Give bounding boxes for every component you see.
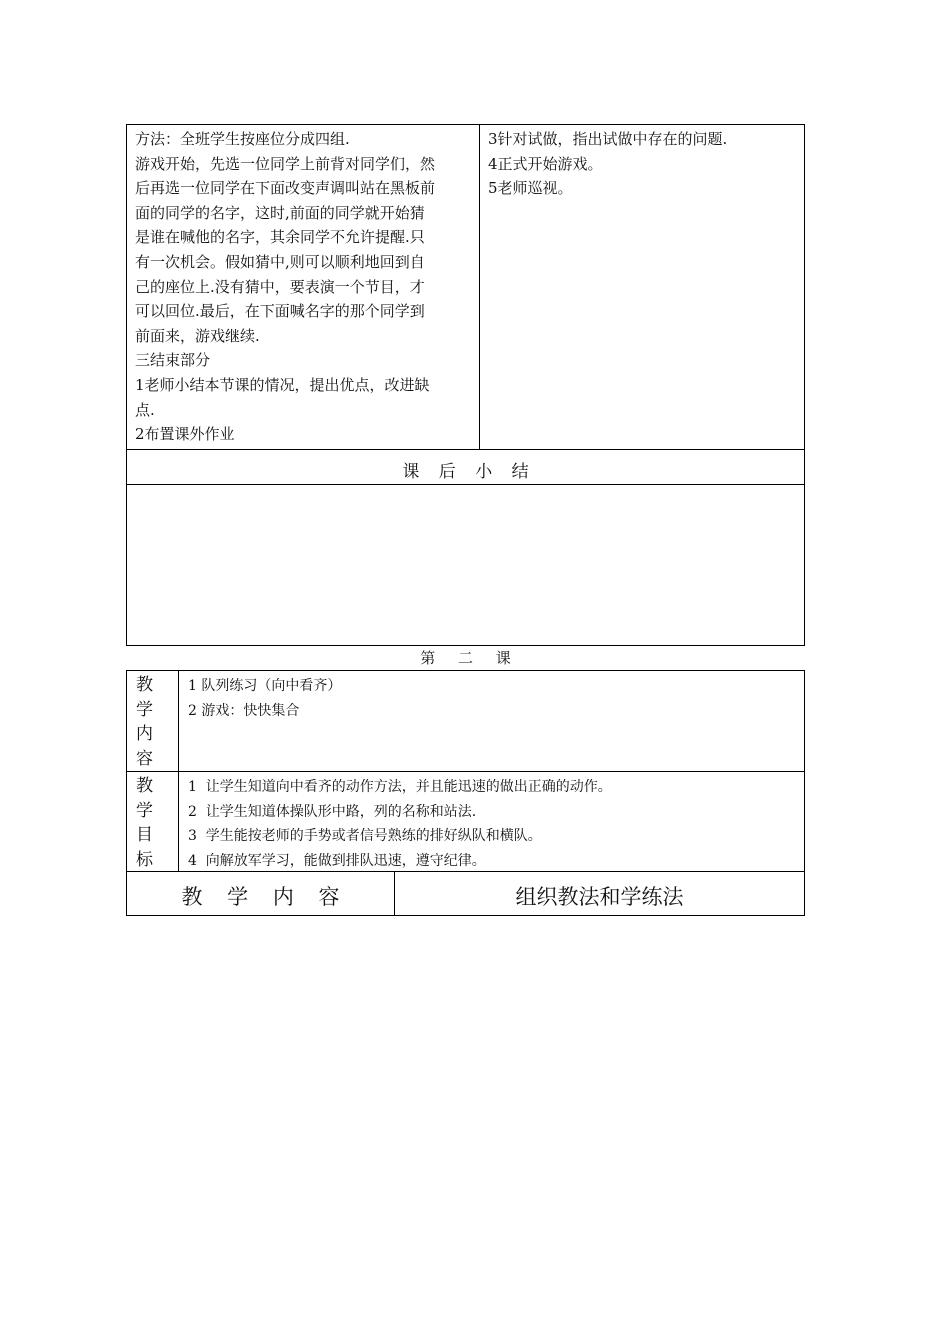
content-items <box>179 671 804 771</box>
content-item: 2 游戏：快快集合 <box>188 702 300 719</box>
column-heading-right: 组织教法和学练法 <box>515 885 684 909</box>
procedure-line: 面的同学的名字，这时,前面的同学就开始猜 <box>135 203 425 222</box>
column-heading-left: 教 学 内 容 <box>181 885 340 909</box>
content-label <box>127 671 179 771</box>
procedure-right-cell <box>480 125 804 449</box>
column-heading-right-cell <box>395 872 804 915</box>
procedure-line: 游戏开始，先选一位同学上前背对同学们，然 <box>135 154 436 173</box>
method-line: 4正式开始游戏。 <box>488 154 603 173</box>
goal-items <box>179 772 804 871</box>
lesson-two-table <box>126 670 805 916</box>
summary-blank-area <box>127 485 804 645</box>
summary-heading-row <box>127 449 804 485</box>
label-char: 目 <box>136 825 153 845</box>
content-row <box>127 671 804 772</box>
procedure-line: 2布置课外作业 <box>135 425 235 444</box>
label-char: 学 <box>136 699 153 720</box>
summary-heading: 课 后 小 结 <box>402 462 529 482</box>
label-char: 学 <box>136 800 153 821</box>
procedure-line: 是谁在喊他的名字，其余同学不允许提醒.只 <box>135 228 425 247</box>
method-line: 5老师巡视。 <box>488 179 573 198</box>
procedure-left-cell <box>127 125 480 449</box>
label-char: 容 <box>136 748 153 769</box>
goal-item: 3 学生能按老师的手势或者信号熟练的排好纵队和横队。 <box>188 828 542 844</box>
label-char: 内 <box>136 724 153 744</box>
procedure-line: 可以回位.最后，在下面喊名字的那个同学到 <box>135 302 425 321</box>
lesson-caption: 第 二 课 <box>420 649 511 667</box>
procedure-line: 方法：全班学生按座位分成四组. <box>135 130 350 148</box>
column-heading-left-cell <box>127 872 395 915</box>
method-line: 3针对试做，指出试做中存在的问题. <box>488 130 728 148</box>
label-char: 教 <box>136 675 153 695</box>
procedure-line: 后再选一位同学在下面改变声调叫站在黑板前 <box>135 179 436 198</box>
goal-row <box>127 772 804 872</box>
goal-label <box>127 772 179 871</box>
procedure-line: 有一次机会。假如猜中,则可以顺利地回到自 <box>135 252 425 271</box>
goal-item: 4 向解放军学习，能做到排队迅速，遵守纪律。 <box>188 852 486 869</box>
procedure-line: 己的座位上.没有猜中，要表演一个节目，才 <box>135 277 425 296</box>
goal-item: 2 让学生知道体操队形中路，列的名称和站法. <box>188 803 477 820</box>
procedure-line: 1老师小结本节课的情况，提出优点，改进缺 <box>135 375 430 394</box>
column-heading-row <box>127 872 804 915</box>
procedure-row <box>127 125 804 449</box>
procedure-line: 点. <box>135 400 155 419</box>
content-item: 1 队列练习（向中看齐） <box>188 678 342 694</box>
label-char: 教 <box>136 776 153 796</box>
goal-item: 1 让学生知道向中看齐的动作方法，并且能迅速的做出正确的动作。 <box>188 779 612 795</box>
lesson-table-continued <box>126 124 805 646</box>
procedure-line: 三结束部分 <box>135 351 211 370</box>
label-char: 标 <box>136 849 153 870</box>
procedure-line: 前面来，游戏继续. <box>135 326 260 345</box>
